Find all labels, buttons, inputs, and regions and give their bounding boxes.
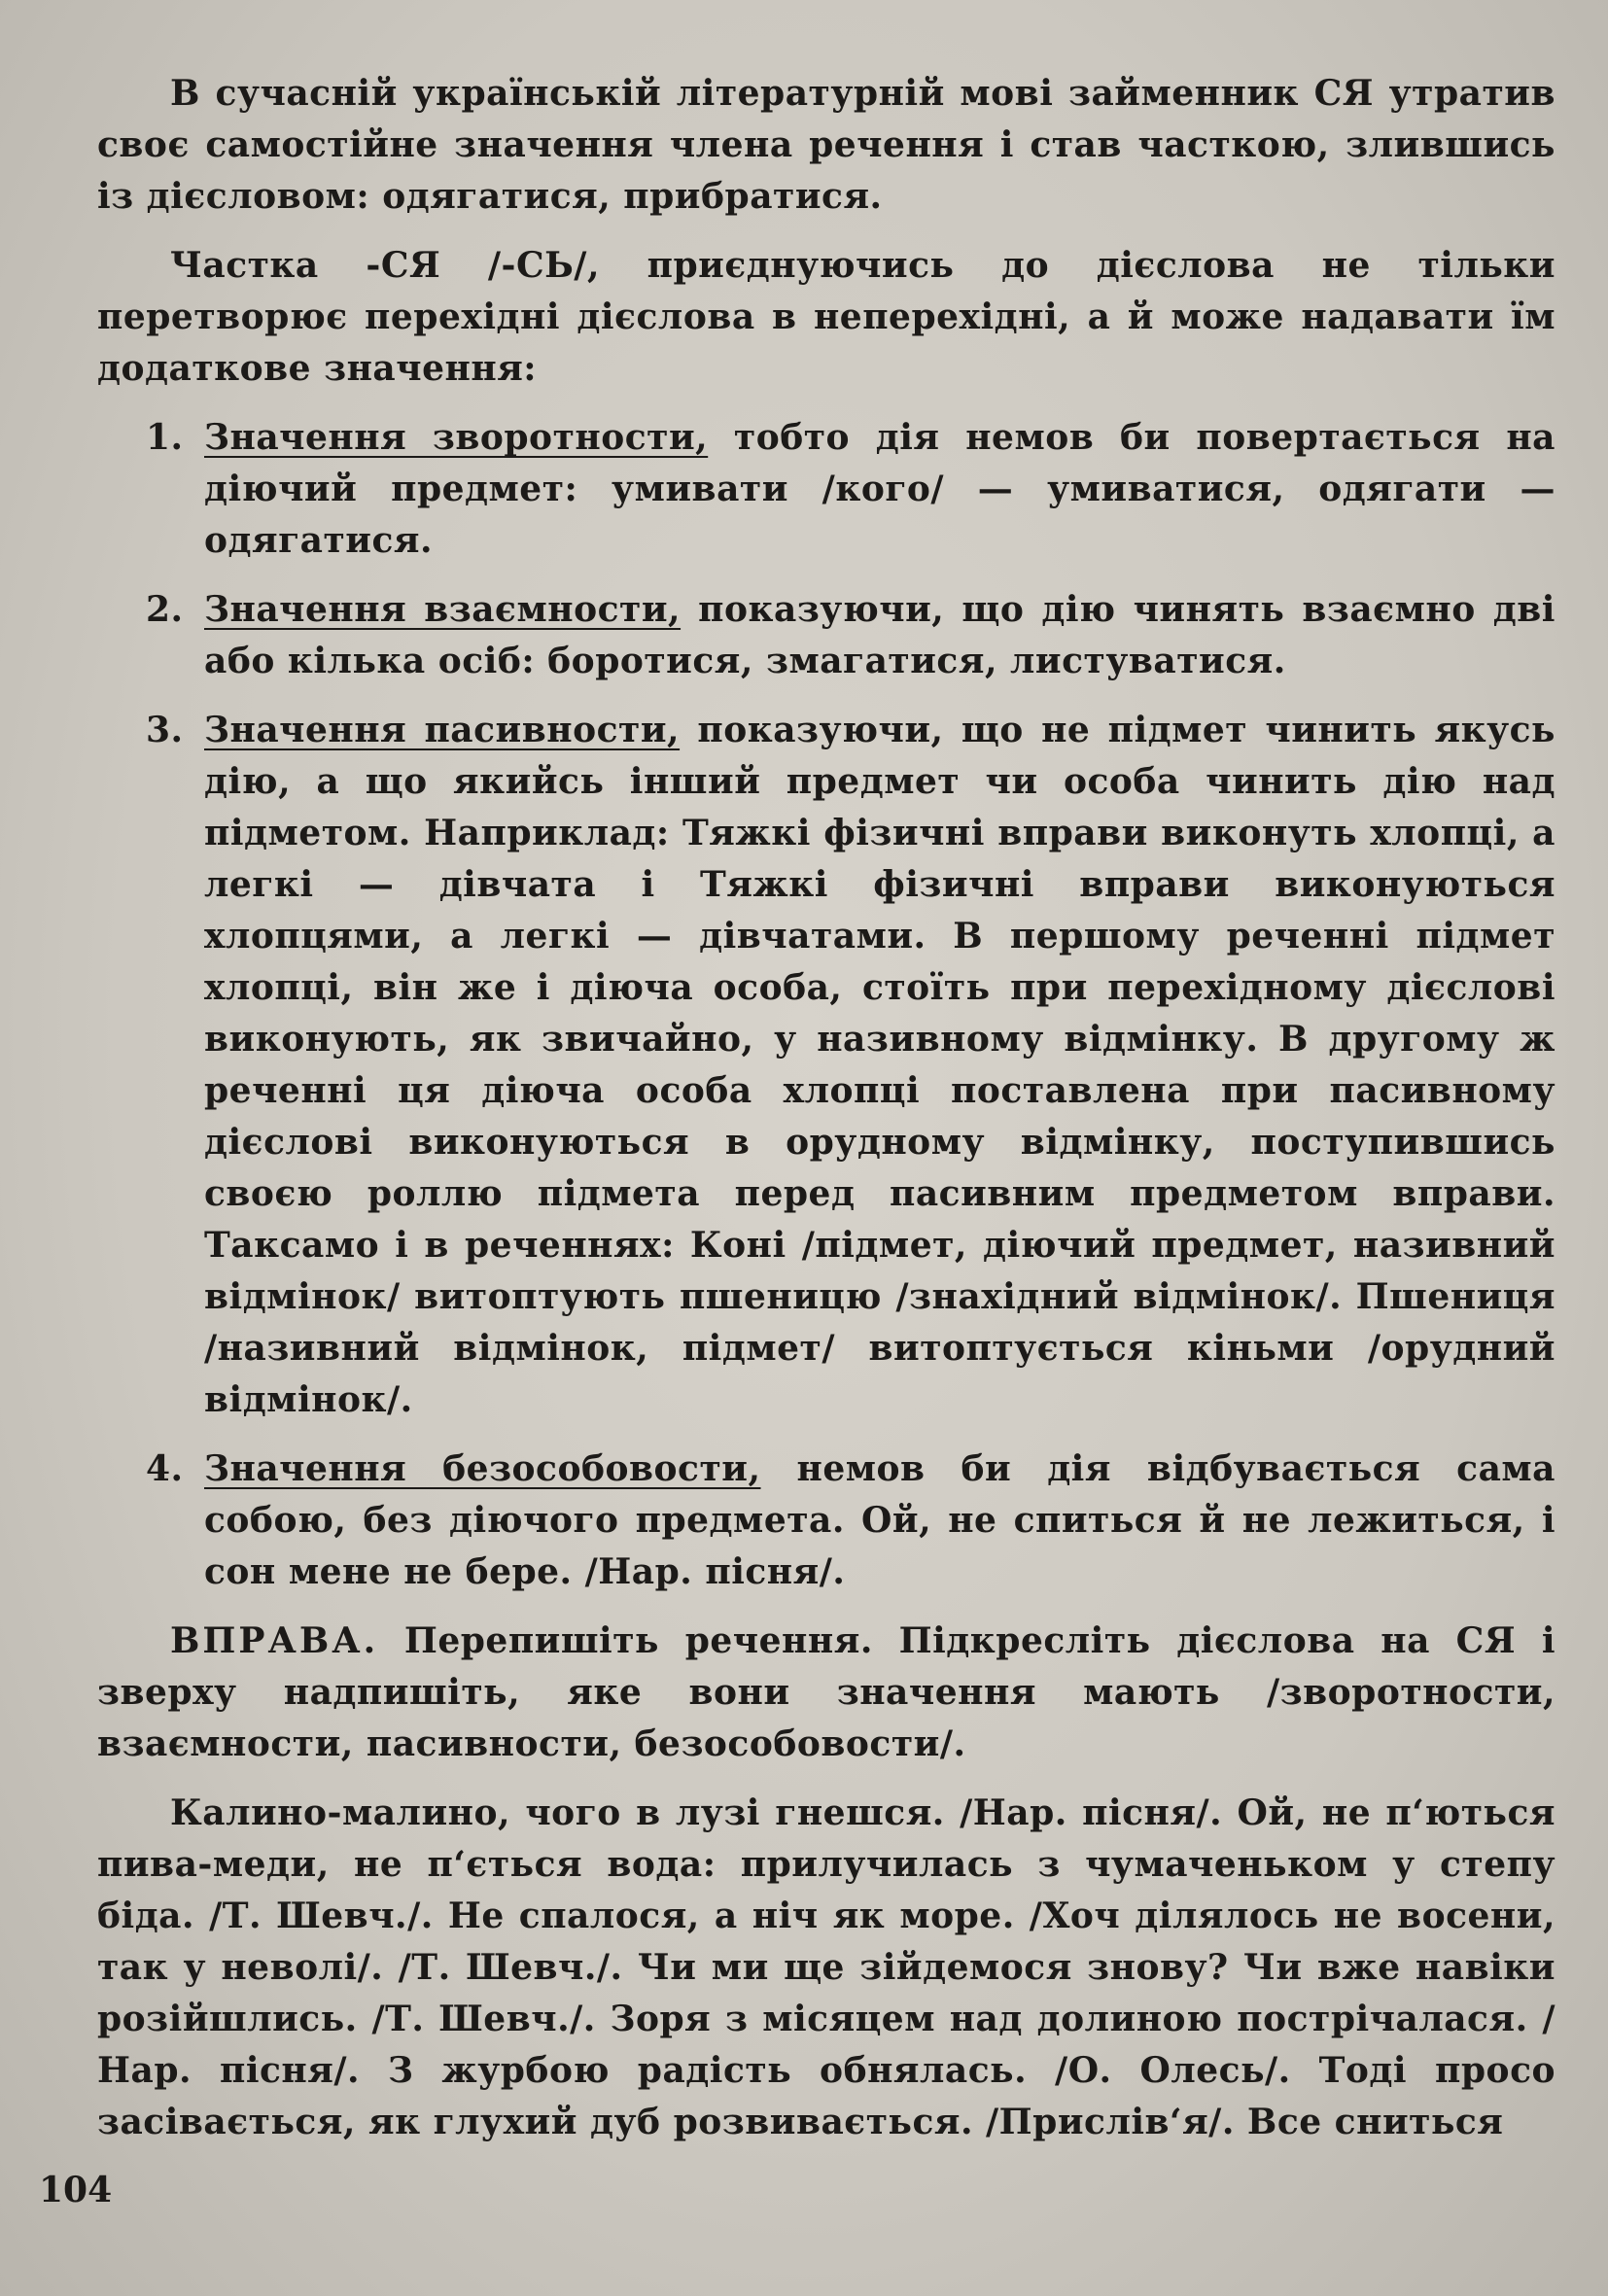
list-text: показуючи, що не підмет чинить якусь дію, а що якийсь інший предмет чи особа чинить дію над підметом. Наприклад: Тяжкі фізичні вправи виконуть хлопці, а легкі — дівчата і Тяжкі фізичні вправи виконуються хлопцями, а легкі — дівчатами. В першому реченні підмет хлопці, він же і діюча особа, стоїть при перехідному дієслові виконують, як звичайно, у називному відмінку. В другому ж реченні ця діюча особа хлопці поставлена при пасивному дієслові виконуються в орудному відмінку, поступившись своєю роллю підмета перед пасивним предметом вправи. Таксамо і в реченнях: Коні /підмет, діючий предмет, називний відмінок/ витоптують пшеницю /знахідний відмінок/. Пшениця /називний відмінок, підмет/ витоптується кіньми /орудний відмінок/. (204, 710, 1556, 1420)
list-term: Значення взаємности, (204, 589, 682, 630)
list-number: 2. (146, 589, 184, 630)
list-item (97, 705, 1556, 1426)
particle-paragraph: Частка -СЯ /-СЬ/, приєднуючись до дієслова не тільки перетворює перехідні дієслова в неперехідні, а й може надавати їм додаткове значення: (97, 245, 1556, 389)
list-text: показуючи, що дію чинять взаємно дві або кілька осіб: боротися, змагатися, листуватися. (204, 589, 1556, 681)
intro-paragraph: В сучасній українській літературній мові займенник СЯ утратив своє самостійне значення члена речення і став часткою, злившись із дієсловом: одягатися, прибратися. (97, 73, 1556, 217)
list-number: 4. (146, 1448, 184, 1489)
exercise-paragraph (97, 1616, 1556, 1770)
list-number: 3. (146, 710, 184, 750)
page-number: 104 (39, 2170, 113, 2210)
exercise-text: Перепишіть речення. Підкресліть дієслова на СЯ і зверху надпишіть, яке вони значення мають /зворотности, взаємности, пасивности, безособовости/. (97, 1620, 1556, 1764)
list-term: Значення безособовости, (204, 1448, 761, 1489)
list-item (97, 584, 1556, 687)
examples-paragraph: Калино-малино, чого в лузі гнешся. /Нар. пісня/. Ой, не п‘ються пива-меди, не п‘ється вода: прилучилась з чумаченьком у степу біда. /Т. Шевч./. Не спалося, а ніч як море. /Хоч ділялось не восени, так у неволі/. /Т. Шевч./. Чи ми ще зійдемося знову? Чи вже навіки розійшлись. /Т. Шевч./. Зоря з місяцем над долиною пострічалася. /Нар. пісня/. З журбою радість обнялась. /О. Олесь/. Тоді просо засівається, як глухий дуб розвивається. /Прислів‘я/. Все сниться (97, 1792, 1556, 2142)
list-item (97, 412, 1556, 567)
list-term: Значення зворотности, (204, 417, 709, 458)
page-content (97, 68, 1556, 2166)
exercise-label: ВПРАВА. (170, 1620, 379, 1661)
list-text: тобто дія немов би повертається на діючий предмет: умивати /кого/ — умиватися, одягати — одягатися. (204, 417, 1556, 561)
meanings-list (97, 412, 1556, 1598)
list-term: Значення пасивности, (204, 710, 681, 750)
list-item (97, 1444, 1556, 1598)
list-text: немов би дія відбувається сама собою, без діючого предмета. Ой, не спиться й не лежиться, і сон мене не бере. /Нар. пісня/. (204, 1448, 1556, 1592)
list-number: 1. (146, 417, 184, 458)
